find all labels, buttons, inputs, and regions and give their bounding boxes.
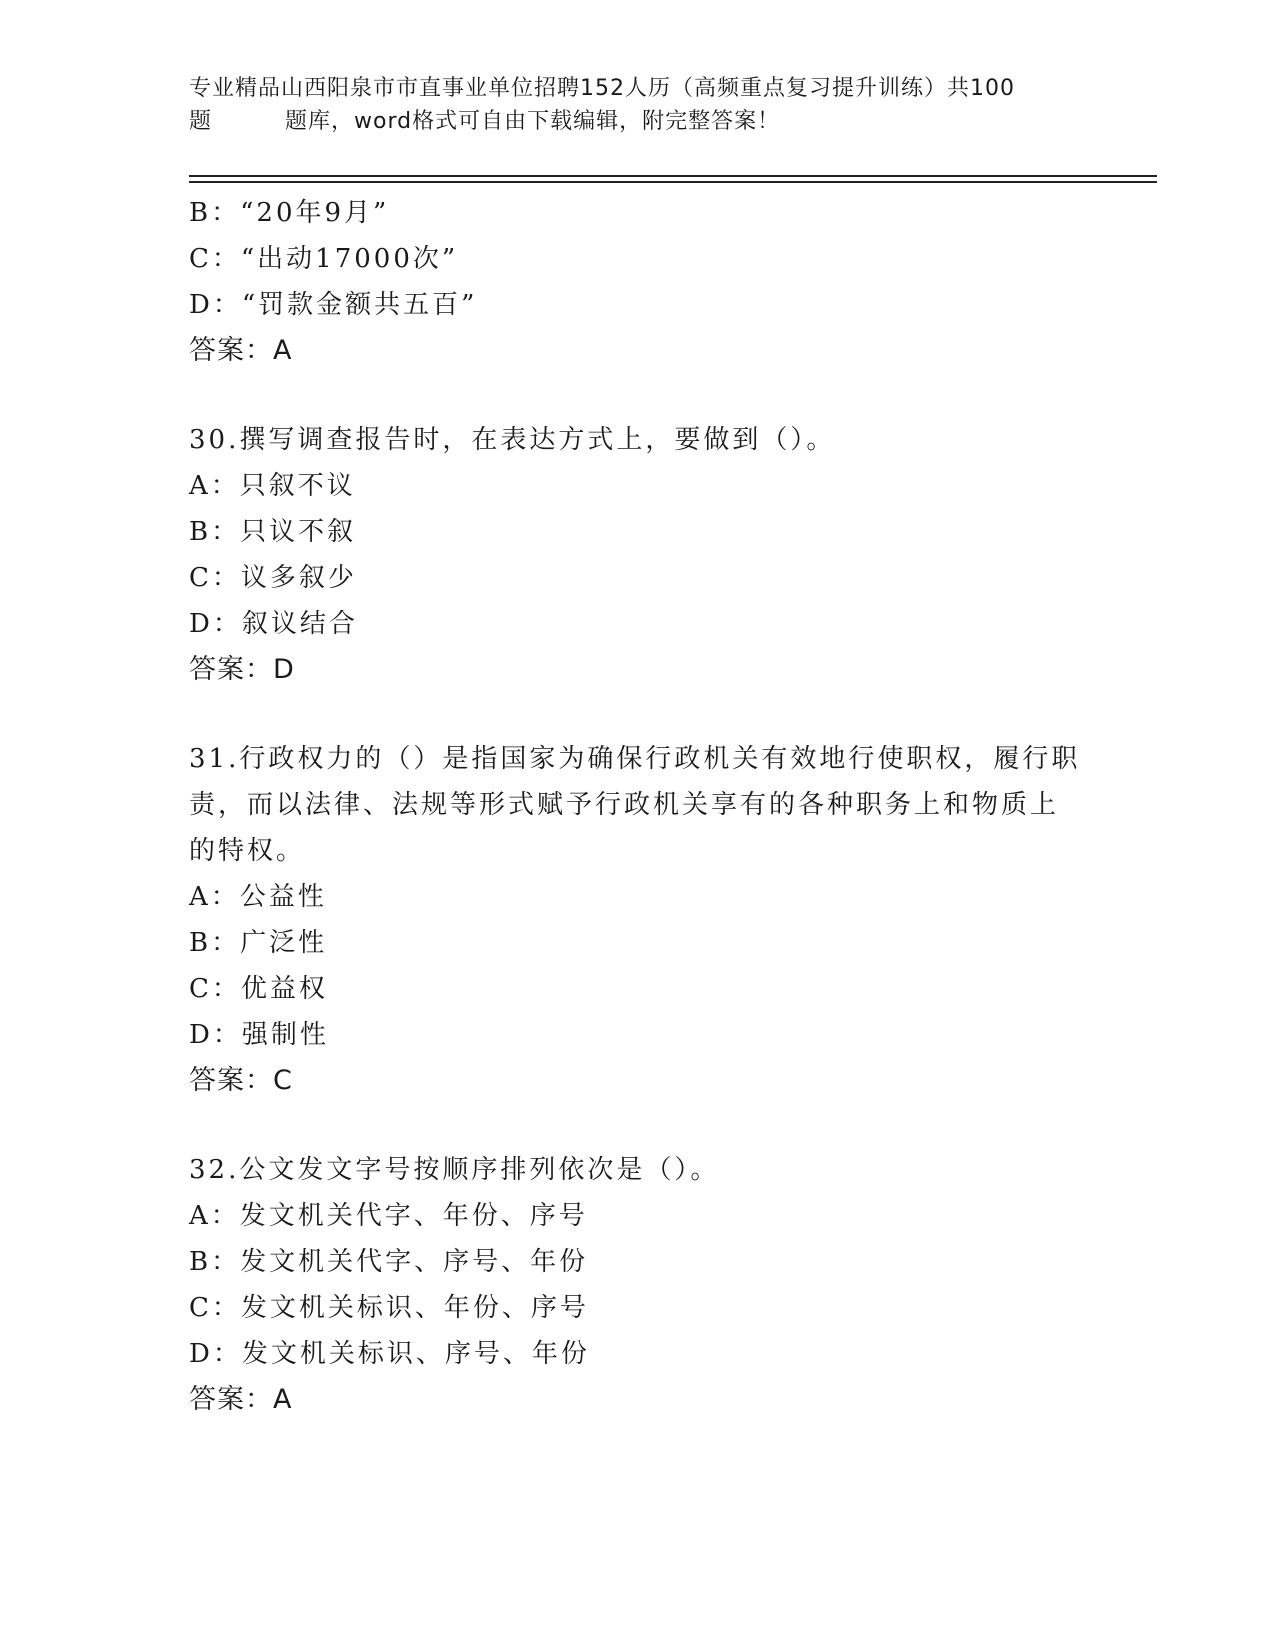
question-29 [189,190,1089,374]
page-header [189,72,1089,138]
option-a: A：只叙不议 [189,471,356,501]
question-text: 30.撰写调查报告时，在表达方式上，要做到（）。 [189,425,836,455]
option-d: D：强制性 [189,1020,329,1050]
answer-line: 答案：D [189,654,295,685]
question-32 [189,1147,1089,1423]
option-b: B：广泛性 [189,928,328,958]
header-title-line-1: 专业精品山西阳泉市市直事业单位招聘152人历（高频重点复习提升训练）共100 [189,76,1015,101]
question-31 [189,736,1089,1104]
question-text-line-1: 31.行政权力的（）是指国家为确保行政机关有效地行使职权，履行职 [189,744,1081,774]
option-d: D：“罚款金额共五百” [189,290,478,320]
option-b: B：只议不叙 [189,517,357,547]
question-content [189,190,1089,1423]
question-text-line-2: 责，而以法律、法规等形式赋予行政机关享有的各种职务上和物质上 [189,790,1060,820]
question-30 [189,417,1089,693]
option-b: B：“20年9月” [189,198,390,228]
option-d: D：叙议结合 [189,609,358,639]
answer-line: 答案：A [189,335,293,366]
header-title-fragment: 题 [189,109,213,134]
answer-line: 答案：A [189,1384,293,1415]
answer-line: 答案：C [189,1065,293,1096]
header-divider-top [189,175,1157,177]
option-a: A：公益性 [189,882,327,912]
header-title-subtitle: 题库，word格式可自由下载编辑，附完整答案！ [285,109,781,134]
option-c: C：优益权 [189,974,328,1004]
header-divider-bottom [189,181,1157,183]
option-c: C：发文机关标识、年份、序号 [189,1293,589,1323]
option-c: C：议多叙少 [189,563,357,593]
option-c: C：“出动17000次” [189,244,459,274]
option-b: B：发文机关代字、序号、年份 [189,1247,589,1277]
header-title-line-2 [189,105,1089,138]
option-a: A：发文机关代字、年份、序号 [189,1201,588,1231]
option-d: D：发文机关标识、序号、年份 [189,1339,590,1369]
question-text-line-3: 的特权。 [189,836,306,866]
question-text: 32.公文发文字号按顺序排列依次是（）。 [189,1155,720,1185]
